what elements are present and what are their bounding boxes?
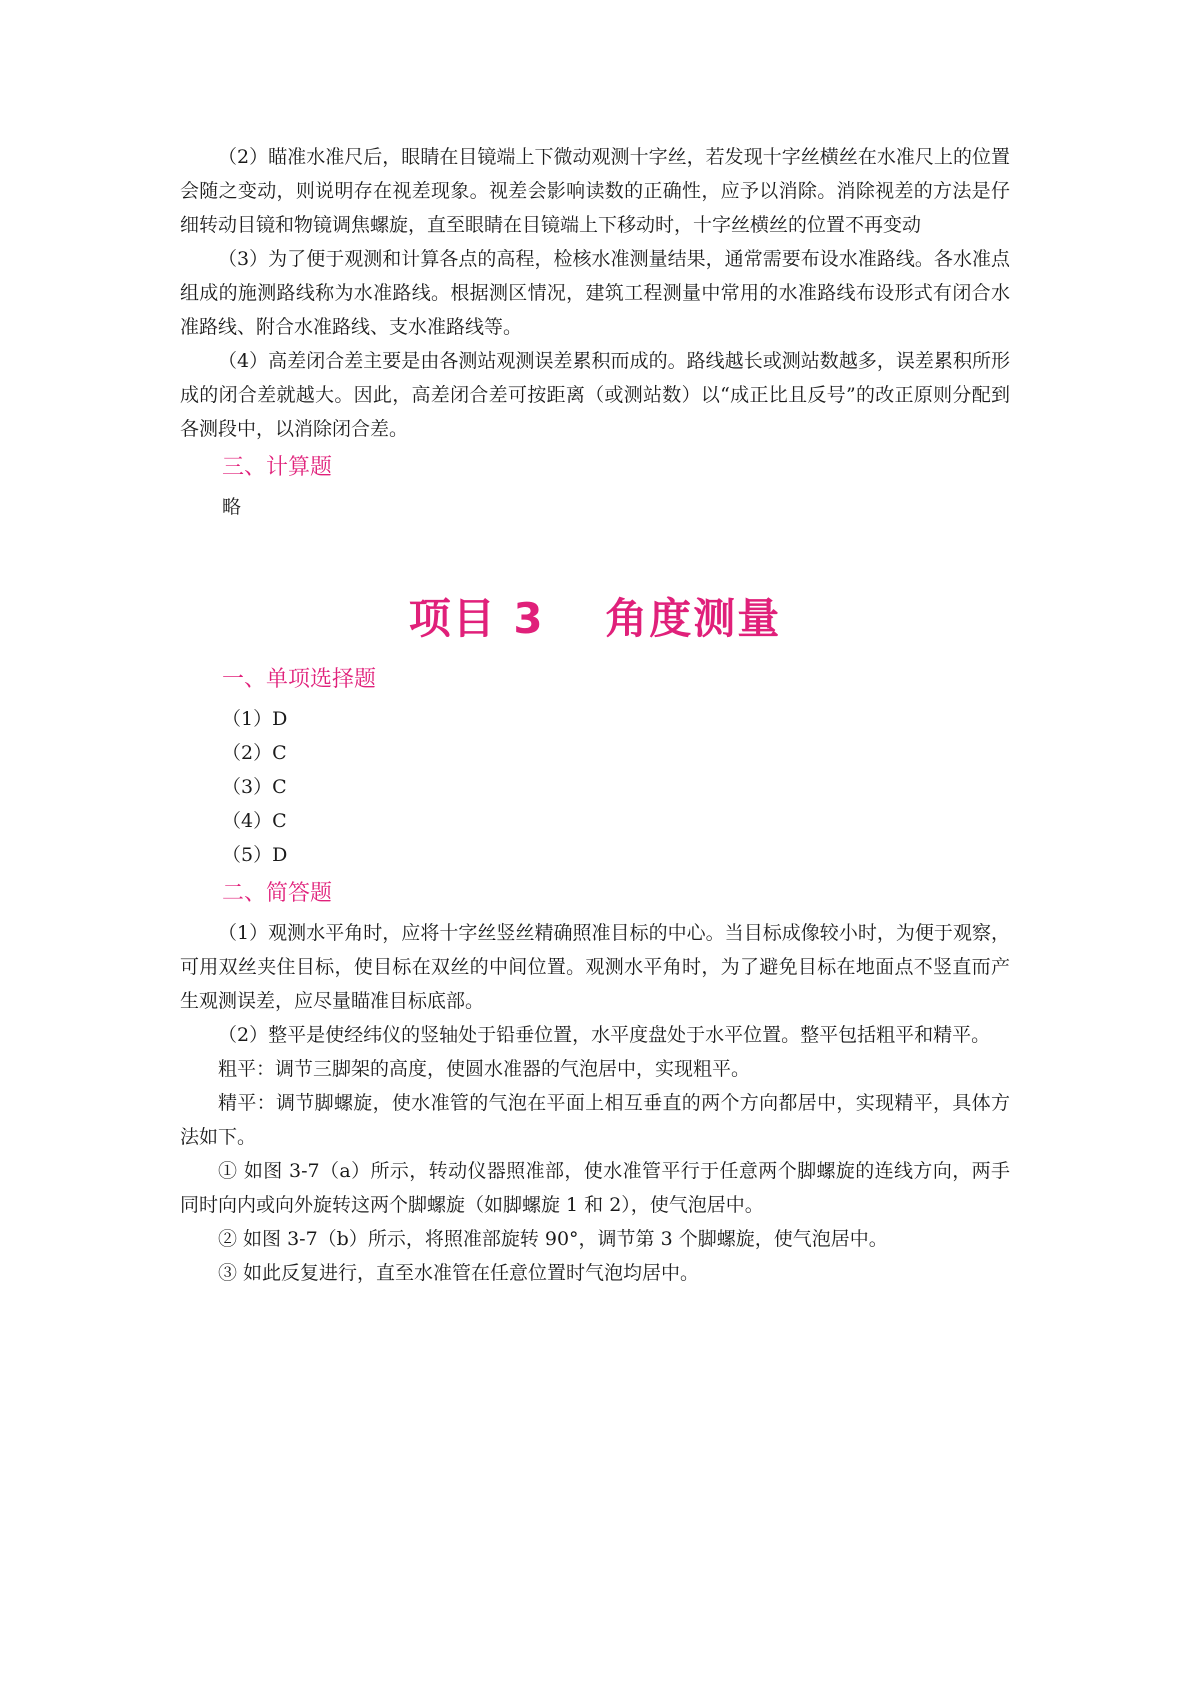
choice-answer: （4）C — [222, 810, 287, 832]
short-answer-paragraph-1: （1）观测水平角时，应将十字丝竖丝精确照准目标的中心。当目标成像较小时，为便于观察，可用双丝夹住目标，使目标在双丝的中间位置。观测水平角时，为了避免目标在地面点不竖直而产生观测误差，应尽量瞄准目标底部。 — [180, 922, 1010, 1012]
watermark-logo — [337, 1600, 463, 1675]
project-title: 项目 3 角度测量 — [408, 594, 782, 643]
watermark-logo — [0, 1600, 113, 1675]
step-1-paragraph: ① 如图 3-7（a）所示，转动仪器照准部，使水准管平行于任意两个脚螺旋的连线方向，两手同时向内或向外旋转这两个脚螺旋（如脚螺旋 1 和 2），使气泡居中。 — [180, 1160, 1010, 1216]
section-heading-single-choice: 一、单项选择题 — [222, 667, 377, 692]
answer-paragraph-2: （2）瞄准水准尺后，眼睛在目镜端上下微动观测十字丝，若发现十字丝横丝在水准尺上的位置会随之变动，则说明存在视差现象。视差会影响读数的正确性，应予以消除。消除视差的方法是仔细转动目镜和物镜调焦螺旋，直至眼睛在目镜端上下移动时，十字丝横丝的位置不再变动 — [180, 146, 1010, 236]
coarse-leveling-paragraph: 粗平：调节三脚架的高度，使圆水准器的气泡居中，实现粗平。 — [218, 1058, 751, 1080]
watermark-logo — [1097, 1600, 1191, 1675]
answer-paragraph-4: （4）高差闭合差主要是由各测站观测误差累积而成的。路线越长或测站数越多，误差累积所形成的闭合差就越大。因此，高差闭合差可按距离（或测站数）以“成正比且反号”的改正原则分配到各测段中，以消除闭合差。 — [180, 350, 1010, 440]
choice-answer: （3）C — [222, 776, 287, 798]
step-2-paragraph: ② 如图 3-7（b）所示，将照准部旋转 90°，调节第 3 个脚螺旋，使气泡居中。 — [218, 1228, 888, 1250]
fine-leveling-paragraph: 精平：调节脚螺旋，使水准管的气泡在平面上相互垂直的两个方向都居中，实现精平，具体方法如下。 — [180, 1092, 1010, 1148]
choice-answer: （2）C — [222, 742, 287, 764]
section-heading-short-answer: 二、简答题 — [222, 881, 333, 906]
choice-answer: （1）D — [222, 708, 288, 730]
calculation-body: 略 — [222, 496, 242, 518]
answer-paragraph-3: （3）为了便于观测和计算各点的高程，检核水准测量结果，通常需要布设水准路线。各水准点组成的施测路线称为水准路线。根据测区情况，建筑工程测量中常用的水准路线布设形式有闭合水准路线、附合水准路线、支水准路线等。 — [180, 248, 1010, 338]
step-3-paragraph: ③ 如此反复进行，直至水准管在任意位置时气泡均居中。 — [218, 1262, 700, 1284]
watermark-logo — [757, 1600, 883, 1675]
section-heading-calculation: 三、计算题 — [222, 455, 333, 480]
choice-answer: （5）D — [222, 844, 288, 866]
document-page — [180, 140, 1010, 1290]
short-answer-paragraph-2: （2）整平是使经纬仪的竖轴处于铅垂位置，水平度盘处于水平位置。整平包括粗平和精平。 — [218, 1024, 991, 1046]
